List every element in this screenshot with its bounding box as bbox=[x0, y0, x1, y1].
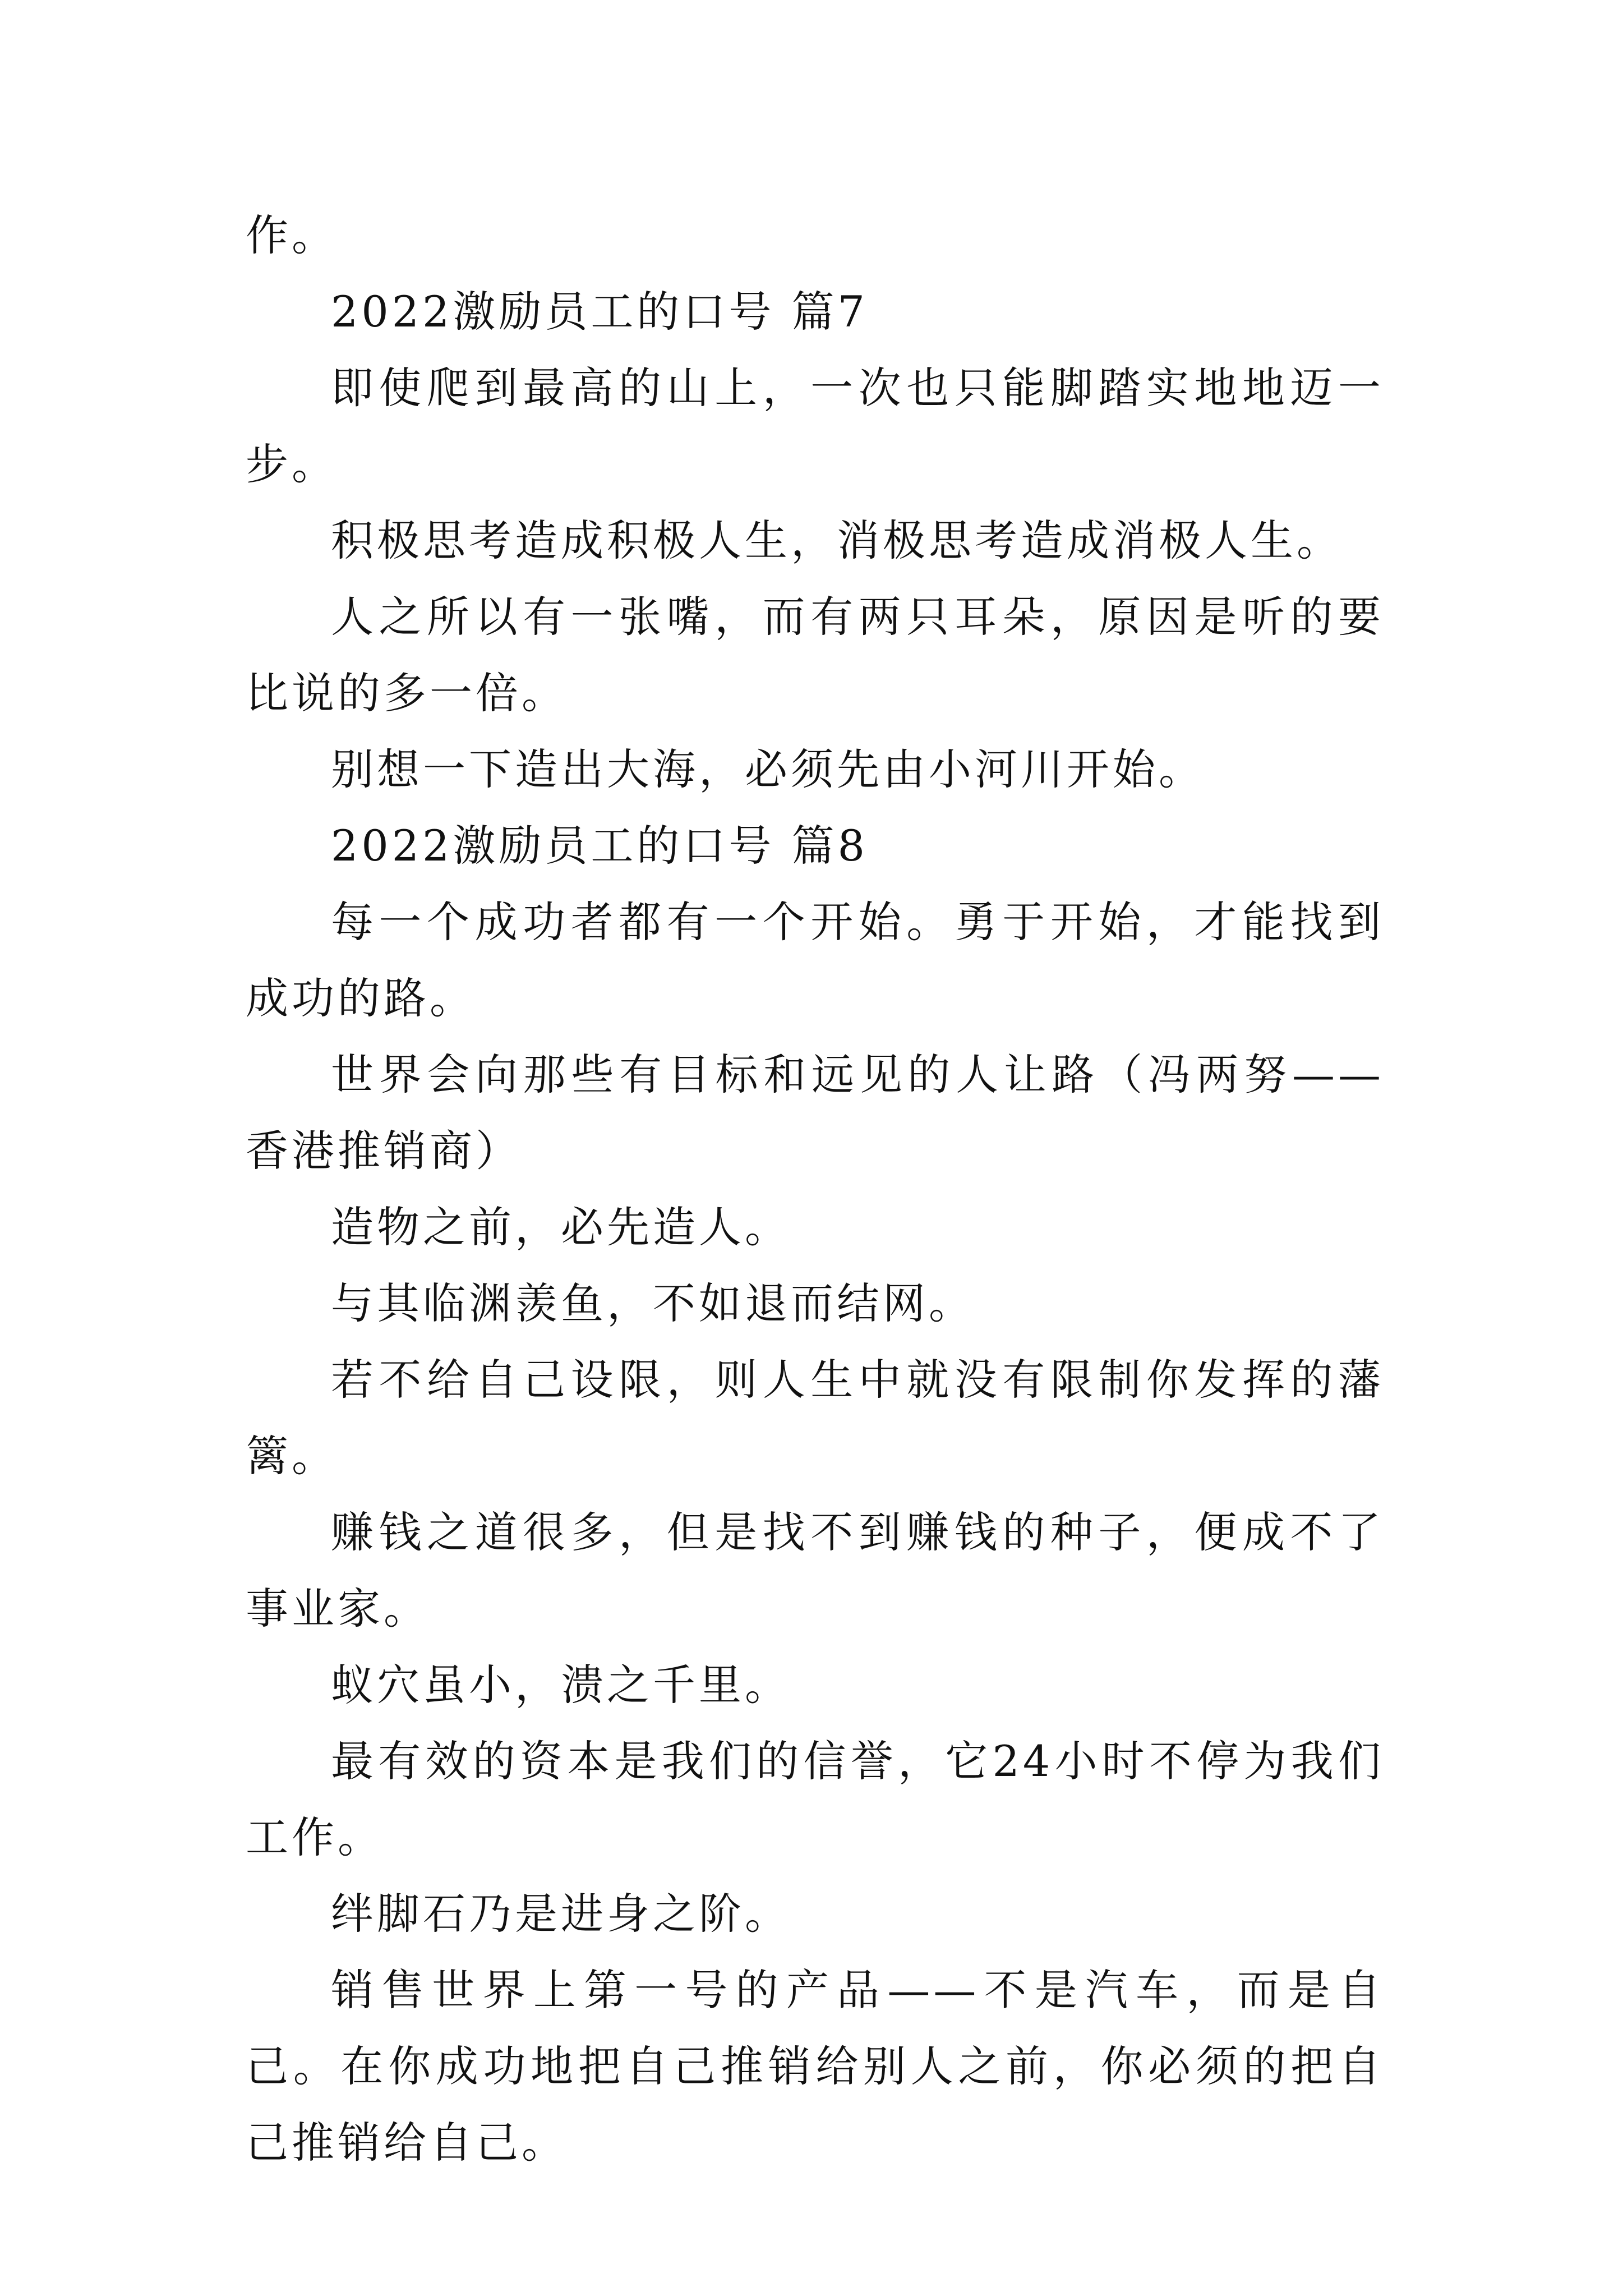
slogan-paragraph: 绊脚石乃是进身之阶。 bbox=[331, 1889, 791, 1939]
slogan-paragraph: 世界会向那些有目标和远见的人让路（冯两努——香港推销商） bbox=[246, 1050, 1384, 1176]
slogan-paragraph: 即使爬到最高的山上，一次也只能脚踏实地地迈一步。 bbox=[246, 363, 1384, 489]
slogan-paragraph: 与其临渊羡鱼，不如退而结网。 bbox=[331, 1278, 975, 1328]
section-heading-7: 2022激励员工的口号 篇7 bbox=[331, 287, 868, 337]
slogan-paragraph: 蚁穴虽小，溃之千里。 bbox=[331, 1660, 791, 1710]
section-heading-8: 2022激励员工的口号 篇8 bbox=[331, 821, 868, 871]
slogan-paragraph: 每一个成功者都有一个开始。勇于开始，才能找到成功的路。 bbox=[246, 897, 1384, 1023]
slogan-paragraph: 最有效的资本是我们的信誉，它24小时不停为我们工作。 bbox=[246, 1736, 1384, 1862]
document-body bbox=[246, 197, 1384, 2181]
slogan-paragraph: 别想一下造出大海，必须先由小河川开始。 bbox=[331, 744, 1205, 794]
paragraph-continuation: 作。 bbox=[246, 210, 338, 260]
slogan-paragraph: 赚钱之道很多，但是找不到赚钱的种子，便成不了事业家。 bbox=[246, 1507, 1384, 1634]
slogan-paragraph: 销售世界上第一号的产品——不是汽车，而是自己。在你成功地把自己推销给别人之前，你必须的把自己推销给自己。 bbox=[246, 1965, 1384, 2168]
slogan-paragraph: 造物之前，必先造人。 bbox=[331, 1202, 791, 1252]
slogan-paragraph: 积极思考造成积极人生，消极思考造成消极人生。 bbox=[331, 516, 1343, 565]
slogan-paragraph: 人之所以有一张嘴，而有两只耳朵，原因是听的要比说的多一倍。 bbox=[246, 592, 1384, 718]
slogan-paragraph: 若不给自己设限，则人生中就没有限制你发挥的藩篱。 bbox=[246, 1355, 1384, 1481]
